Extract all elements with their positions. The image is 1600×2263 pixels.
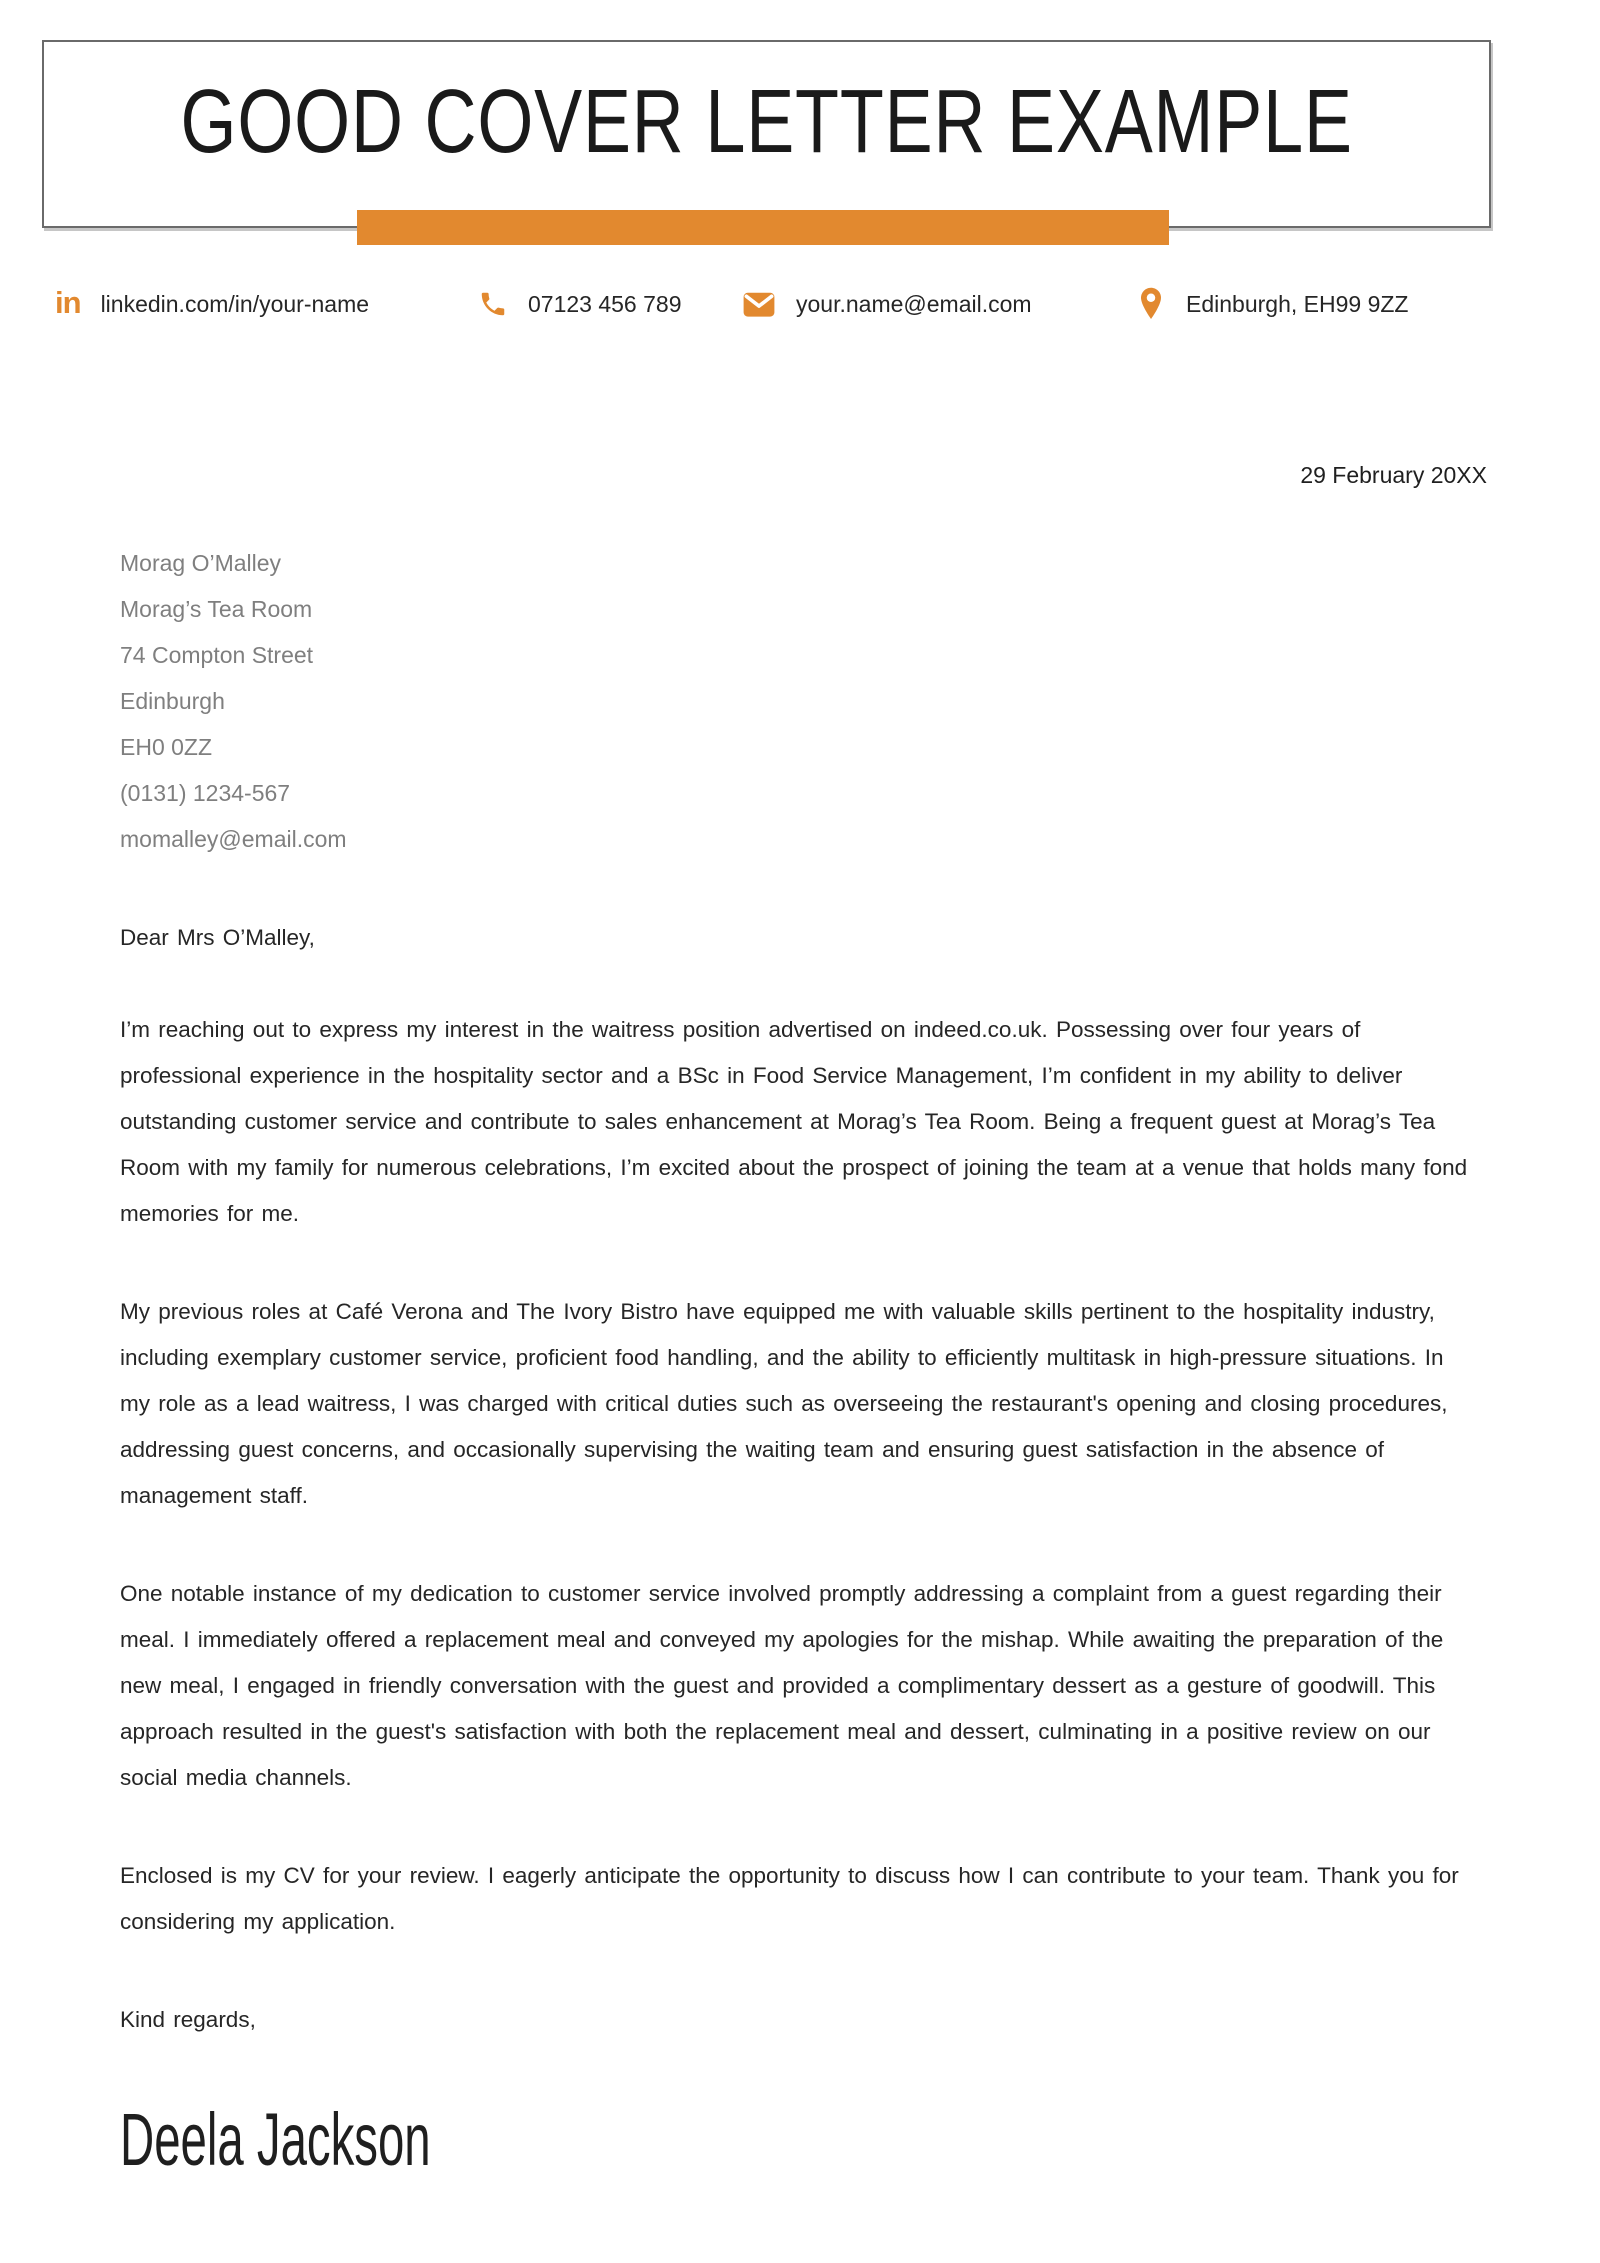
paragraph-2: My previous roles at Café Verona and The Ivory Bistro have equipped me with valuable skills pertinent to the hospitality industry, including exemplary customer service, proficient food handling, and the ability to efficiently multitask in high-pressure situations. In my role as a lead waitress, I was charged with critical duties such as overseeing the restaurant's opening and closing procedures, addressing guest concerns, and occasionally supervising the waiting team and ensuring guest satisfaction in the absence of management staff. — [120, 1299, 1448, 1508]
location-icon — [1136, 286, 1166, 322]
contact-phone — [478, 282, 682, 326]
contact-email-label: your.name@email.com — [796, 290, 1032, 317]
paragraph-4: Enclosed is my CV for your review. I eagerly anticipate the opportunity to discuss how I can contribute to your team. Thank you for considering my application. — [120, 1863, 1459, 1934]
recipient-city: Edinburgh — [120, 688, 225, 714]
contact-linkedin-label: linkedin.com/in/your-name — [100, 290, 370, 317]
recipient-name: Morag O’Malley — [120, 550, 282, 576]
recipient-company: Morag’s Tea Room — [120, 596, 313, 622]
title-box — [42, 40, 1491, 228]
contact-phone-label: 07123 456 789 — [528, 290, 682, 317]
contact-email — [742, 282, 1032, 326]
page-title: GOOD COVER LETTER EXAMPLE — [180, 71, 1353, 172]
contact-linkedin — [55, 282, 369, 326]
salutation: Dear Mrs O’Malley, — [120, 925, 315, 950]
recipient-postcode: EH0 0ZZ — [120, 734, 213, 760]
recipient-phone: (0131) 1234-567 — [120, 780, 291, 806]
signature-name: Deela Jackson — [120, 2098, 431, 2181]
contact-location — [1136, 282, 1408, 326]
phone-icon — [478, 289, 508, 319]
recipient-email: momalley@email.com — [120, 826, 347, 852]
recipient-address — [120, 540, 347, 862]
paragraph-3: One notable instance of my dedication to customer service involved promptly addressing a complaint from a guest regarding their meal. I immediately offered a replacement meal and conveyed my apologies for the mishap. While awaiting the preparation of the new meal, I engaged in friendly conversation with the guest and provided a complimentary dessert as a gesture of goodwill. This approach resulted in the guest's satisfaction with both the replacement meal and dessert, culminating in a positive review on our social media channels. — [120, 1581, 1444, 1790]
letter-body — [120, 915, 1478, 2181]
accent-bar — [357, 210, 1169, 245]
contact-location-label: Edinburgh, EH99 9ZZ — [1186, 290, 1409, 317]
recipient-street: 74 Compton Street — [120, 642, 314, 668]
closing: Kind regards, — [120, 2007, 256, 2032]
linkedin-icon: in — [55, 284, 81, 320]
paragraph-1: I’m reaching out to express my interest in the waitress position advertised on indeed.co.uk. Possessing over four years of professional experience in the hospitality sector and a BSc in Food Service Management, I’m confident in my ability to deliver outstanding customer service and contribute to sales enhancement at Morag’s Tea Room. Being a frequent guest at Morag’s Tea Room with my family for numerous celebrations, I’m excited about the prospect of joining the team at a venue that holds many fond memories for me. — [120, 1017, 1468, 1226]
letter-date: 29 February 20XX — [1300, 462, 1487, 488]
email-icon — [742, 290, 776, 318]
